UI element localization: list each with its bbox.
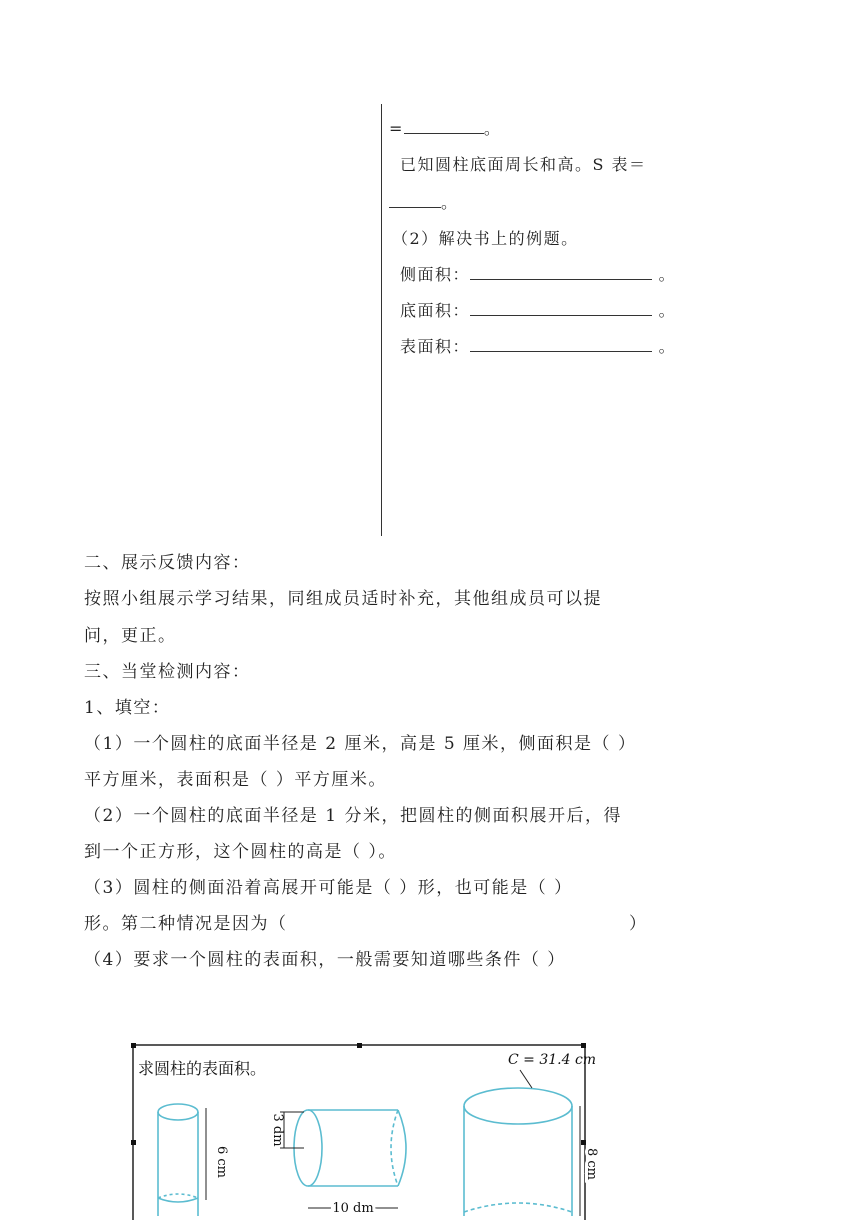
resize-handle-left[interactable]: [131, 1140, 136, 1145]
blank: [404, 133, 484, 134]
blank: [470, 351, 652, 352]
blank: [389, 207, 441, 208]
cylinder-figure: [132, 1044, 599, 1216]
equals-sign: =: [389, 119, 404, 138]
surface-area-label: 表面积：: [400, 337, 471, 356]
question-3-line-2b: ）: [629, 914, 648, 934]
figure-caption: 求圆柱的表面积。: [138, 1059, 267, 1078]
resize-handle-top-left[interactable]: [131, 1043, 136, 1048]
lateral-area-line: 侧面积： 。: [400, 265, 677, 284]
column-divider: [381, 104, 382, 536]
circumference-label: C = 31.4 cm: [508, 1052, 597, 1068]
resize-handle-top[interactable]: [357, 1043, 362, 1048]
section-3-heading: 三、当堂检测内容：: [84, 662, 251, 682]
question-4: （4）要求一个圆柱的表面积，一般需要知道哪些条件（ ）: [84, 950, 566, 970]
question-2-line-1: （2）一个圆柱的底面半径是 1 分米，把圆柱的侧面积展开后，得: [84, 806, 622, 826]
width-label-2: 10 dm: [332, 1201, 374, 1216]
base-area-label: 底面积：: [400, 301, 471, 320]
answer-line-2: 。: [389, 190, 459, 213]
resize-handle-top-right[interactable]: [581, 1043, 586, 1048]
answer-line-1: = 。: [389, 119, 502, 138]
resize-handle-right[interactable]: [581, 1140, 586, 1145]
section-2-body-2: 问，更正。: [84, 626, 177, 646]
question-1-line-1: （1）一个圆柱的底面半径是 2 厘米，高是 5 厘米，侧面积是（ ）: [84, 734, 637, 754]
base-area-line: 底面积： 。: [400, 301, 677, 320]
section-2-body-1: 按照小组展示学习结果，同组成员适时补充，其他组成员可以提: [84, 589, 602, 609]
question-3-line-2a: 形。第二种情况是因为（: [84, 914, 288, 934]
blank: [470, 279, 652, 280]
section-2-heading: 二、展示反馈内容：: [84, 553, 251, 573]
height-label-1: 6 cm: [214, 1145, 229, 1179]
lateral-area-label: 侧面积：: [400, 265, 471, 284]
question-2-line-2: 到一个正方形，这个圆柱的高是（ ）。: [84, 842, 397, 862]
blank: [470, 315, 652, 316]
step-2: （2）解决书上的例题。: [392, 229, 579, 248]
question-3-line-1: （3）圆柱的侧面沿着高展开可能是（ ）形，也可能是（ ）: [84, 878, 573, 898]
height-label-3: 8 cm: [584, 1147, 599, 1181]
height-label-2: 3 dm: [270, 1113, 285, 1147]
question-1-line-2: 平方厘米，表面积是（ ）平方厘米。: [84, 770, 387, 790]
formula-hint: 已知圆柱底面周长和高。S 表＝: [400, 155, 647, 174]
fill-blank-heading: 1、填空：: [84, 698, 171, 718]
cylinder-diagram: [132, 1044, 599, 1216]
surface-area-line: 表面积： 。: [400, 337, 677, 356]
